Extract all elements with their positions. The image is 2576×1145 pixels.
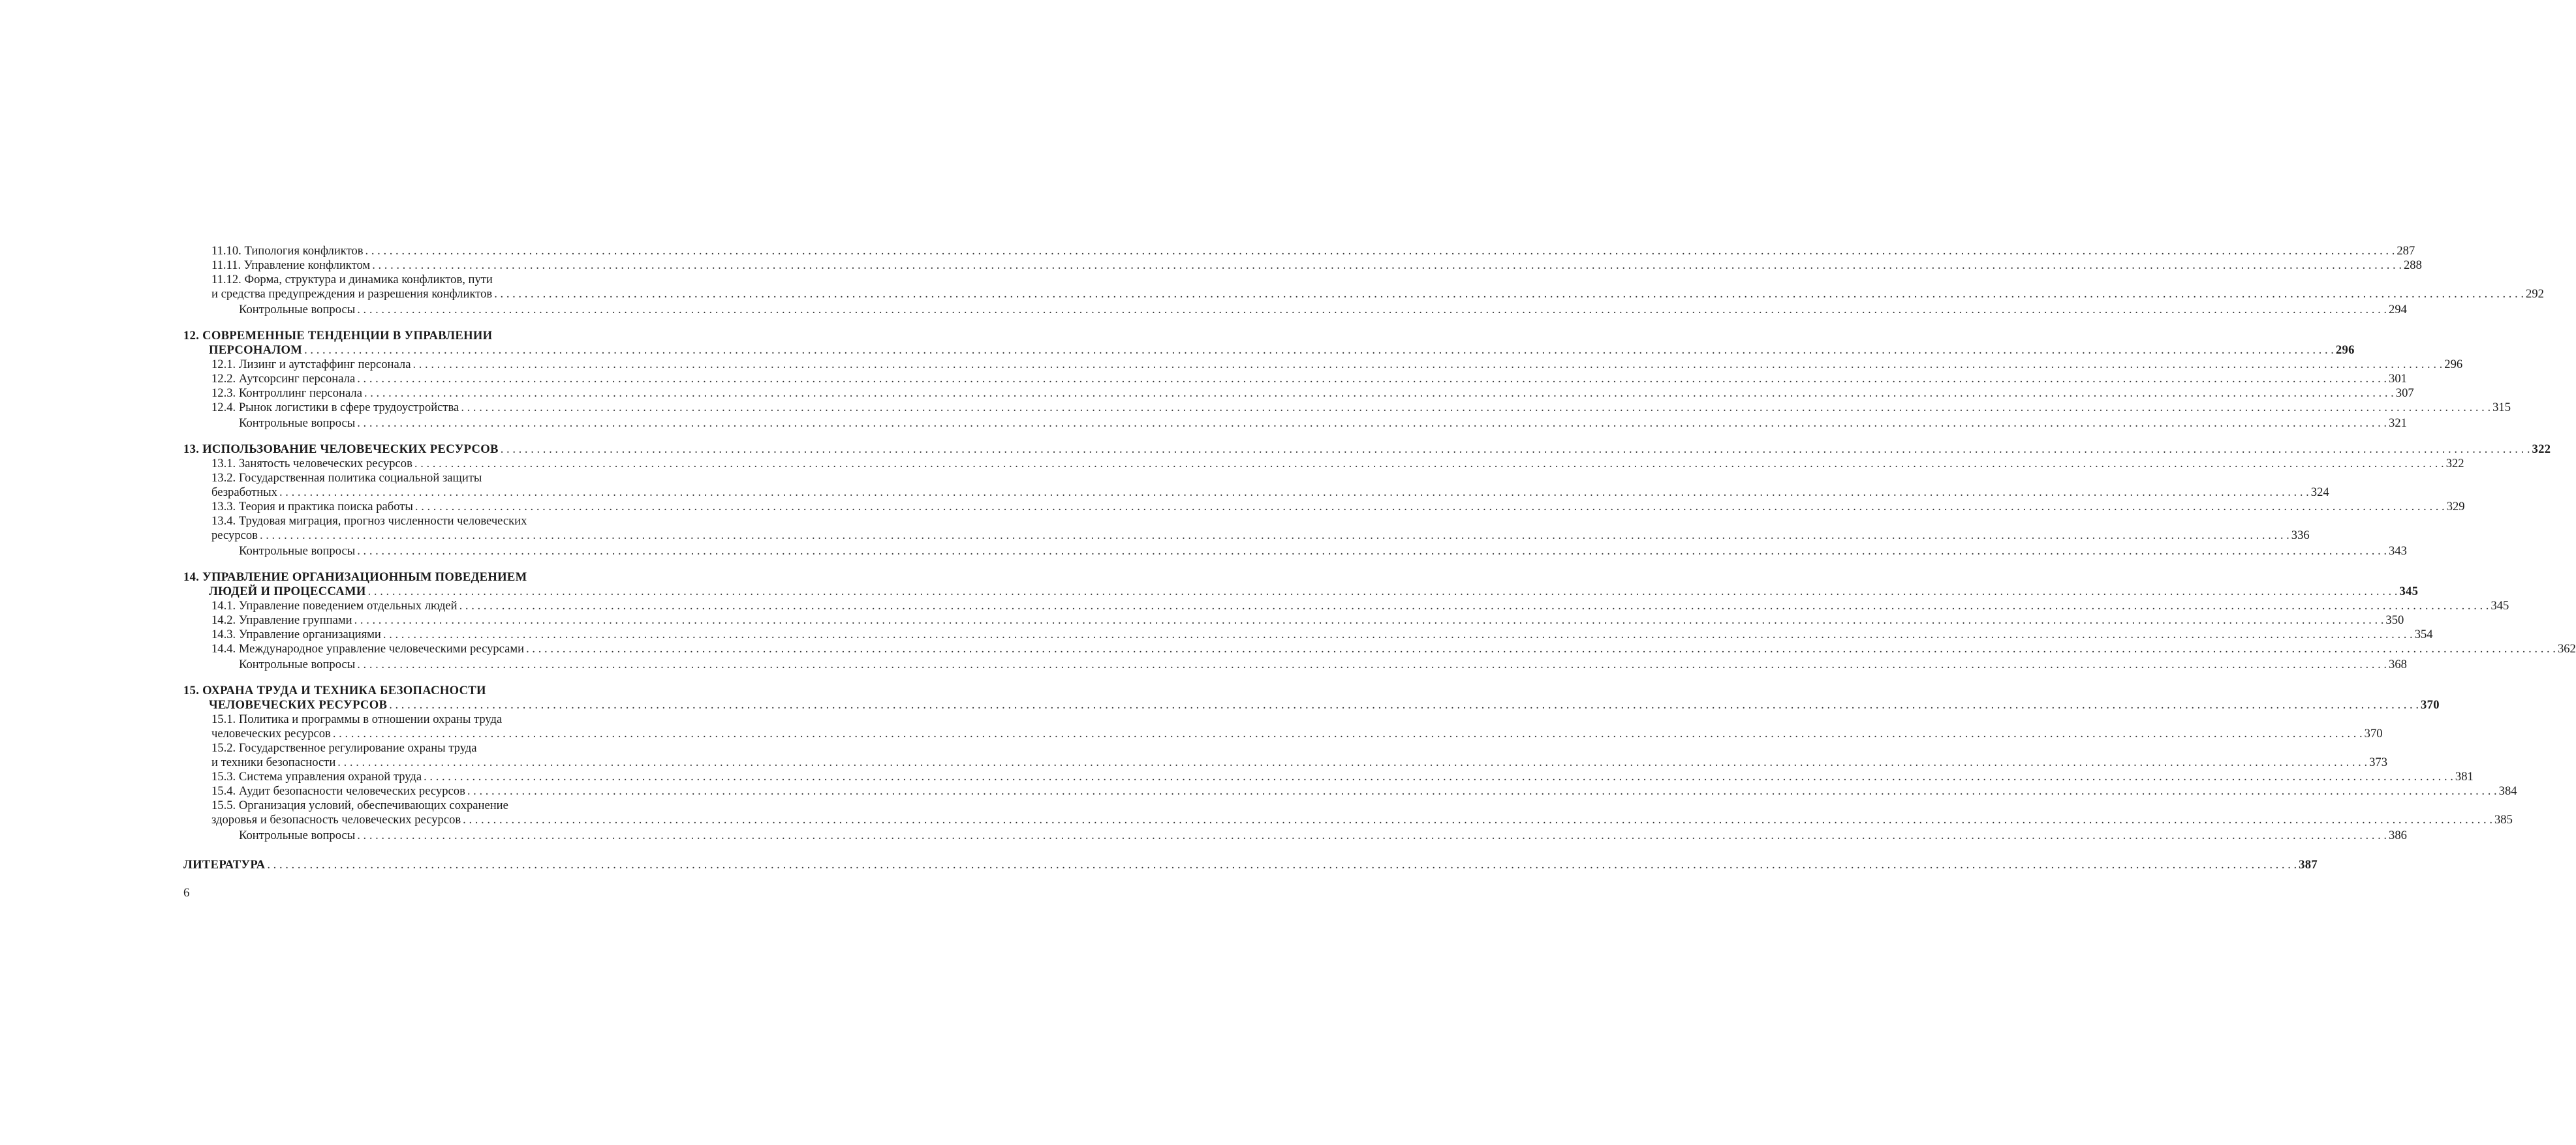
dot-leader: [389, 698, 2419, 712]
toc-entry-title: 15.4. Аудит безопасности человеческих ресурсов: [211, 784, 465, 798]
toc-entry-page: 345: [2491, 599, 2509, 613]
dot-leader: [279, 485, 2309, 500]
dot-leader: [357, 544, 2387, 558]
toc-review-questions[interactable]: [183, 658, 2407, 672]
toc-review-questions[interactable]: [183, 829, 2407, 843]
toc-entry-title: 13.3. Теория и практика поиска работы: [211, 500, 413, 513]
toc-entry-page: 384: [2498, 784, 2517, 798]
dot-leader: [368, 585, 2398, 599]
toc-entry-page: 362: [2557, 642, 2576, 656]
toc-entry-continuation[interactable]: [183, 485, 2329, 500]
toc-review-questions[interactable]: [183, 416, 2407, 431]
toc-entry-page: 368: [2389, 658, 2407, 671]
dot-leader: [357, 372, 2387, 386]
toc-entry-page: 370: [2364, 727, 2383, 740]
toc-entry-title: 13.1. Занятость человеческих ресурсов: [211, 457, 412, 470]
toc-entry[interactable]: [183, 386, 2414, 401]
toc-chapter-title: ПЕРСОНАЛОМ: [209, 343, 303, 357]
toc-entry-page: 329: [2446, 500, 2465, 513]
dot-leader: [383, 628, 2413, 642]
toc-entry-page: 287: [2397, 244, 2415, 258]
dot-leader: [354, 613, 2384, 628]
toc-entry-page: 322: [2445, 457, 2464, 470]
toc-entry-page: 373: [2369, 756, 2387, 769]
toc-entry-title: 14.1. Управление поведением отдельных людей: [211, 599, 458, 613]
toc-review-questions[interactable]: [183, 303, 2407, 317]
toc-entry-title: и средства предупреждения и разрешения конфликтов: [211, 287, 493, 301]
dot-leader: [304, 343, 2334, 358]
toc-entry-page: 296: [2335, 343, 2355, 357]
dot-leader: [357, 658, 2387, 672]
toc-entry-title: 15.1. Политика и программы в отношении охраны труда: [211, 712, 503, 726]
toc-entry-title: 12.2. Аутсорсинг персонала: [211, 372, 356, 386]
toc-entry[interactable]: [183, 599, 2509, 613]
toc-entry-title: ресурсов: [211, 528, 258, 542]
toc-entry-page: 322: [2532, 442, 2551, 456]
dot-leader: [467, 784, 2497, 799]
toc-entry[interactable]: [183, 457, 2464, 471]
toc-entry-title: 12.3. Контроллинг персонала: [211, 386, 362, 400]
toc-chapter-12[interactable]: [183, 329, 629, 343]
toc-chapter-title: ЧЕЛОВЕЧЕСКИХ РЕСУРСОВ: [209, 698, 388, 712]
dot-leader: [463, 813, 2492, 827]
dot-leader: [412, 358, 2442, 372]
toc-entry-page: 288: [2404, 258, 2422, 272]
toc-entry-title: 14.2. Управление группами: [211, 613, 352, 627]
toc-entry[interactable]: [183, 401, 2511, 415]
toc-entry[interactable]: [183, 273, 629, 287]
toc-literature[interactable]: [183, 858, 2318, 872]
toc-entry-page: 301: [2389, 372, 2407, 386]
toc-entry-title: 13.2. Государственная политика социальной защиты: [211, 471, 482, 485]
page-number: 6: [183, 886, 190, 900]
dot-leader: [357, 829, 2387, 843]
toc-entry-title: 11.10. Типология конфликтов: [211, 244, 364, 258]
toc-entry-title: 11.12. Форма, структура и динамика конфликтов, пути: [211, 273, 493, 286]
toc-chapter-continuation[interactable]: [183, 585, 2419, 599]
dot-leader: [365, 244, 2395, 258]
dot-leader: [494, 287, 2524, 301]
toc-entry-continuation[interactable]: [183, 528, 2310, 543]
toc-entry[interactable]: [183, 258, 2422, 273]
dot-leader: [461, 401, 2491, 415]
toc-entry[interactable]: [183, 770, 2474, 784]
toc-entry[interactable]: [183, 784, 2517, 799]
toc-entry[interactable]: [183, 358, 2463, 372]
toc-entry-title: 12.4. Рынок логистики в сфере трудоустройства: [211, 401, 459, 414]
toc-entry-title: 15.2. Государственное регулирование охраны труда: [211, 741, 477, 755]
toc-entry-continuation[interactable]: [183, 287, 2544, 301]
toc-entry-page: 387: [2299, 858, 2318, 872]
toc-entry-page: 345: [2399, 585, 2419, 598]
toc-entry-page: 370: [2421, 698, 2440, 712]
toc-chapter-14[interactable]: [183, 570, 629, 585]
dot-leader: [424, 770, 2453, 784]
dot-leader: [501, 442, 2530, 457]
toc-entry[interactable]: [183, 244, 2415, 258]
toc-chapter-title: ЛИТЕРАТУРА: [183, 858, 266, 872]
toc-entry[interactable]: [183, 741, 629, 756]
toc-entry-page: 294: [2389, 303, 2407, 316]
toc-entry-page: 350: [2385, 613, 2404, 627]
dot-leader: [414, 457, 2444, 471]
table-of-contents: [183, 244, 2576, 872]
toc-entry-continuation[interactable]: [183, 813, 2513, 827]
toc-entry-page: 292: [2526, 287, 2544, 301]
toc-entry[interactable]: [183, 514, 629, 528]
dot-leader: [333, 727, 2363, 741]
toc-entry[interactable]: [183, 500, 2465, 514]
toc-entry-page: 336: [2291, 528, 2310, 542]
toc-entry[interactable]: [183, 642, 2576, 656]
toc-entry[interactable]: [183, 628, 2433, 642]
dot-leader: [459, 599, 2489, 613]
toc-review-questions[interactable]: [183, 544, 2407, 558]
toc-chapter-15[interactable]: [183, 684, 629, 698]
dot-leader: [526, 642, 2556, 656]
dot-leader: [415, 500, 2445, 514]
toc-chapter-13[interactable]: [183, 442, 2551, 457]
toc-entry-title: 12.1. Лизинг и аутстаффинг персонала: [211, 358, 411, 371]
toc-entry-title: здоровья и безопасность человеческих ресурсов: [211, 813, 461, 827]
toc-entry-continuation[interactable]: [183, 727, 2383, 741]
toc-entry-page: 307: [2395, 386, 2414, 400]
toc-entry-continuation[interactable]: [183, 756, 2387, 770]
toc-entry-title: 15.3. Система управления охраной труда: [211, 770, 422, 784]
toc-entry-title: Контрольные вопросы: [239, 544, 356, 558]
toc-entry-title: 15.5. Организация условий, обеспечивающих сохранение: [211, 799, 508, 812]
toc-entry-title: 14.3. Управление организациями: [211, 628, 381, 641]
toc-chapter-title: ЛЮДЕЙ И ПРОЦЕССАМИ: [209, 585, 366, 598]
toc-entry-page: 296: [2444, 358, 2463, 371]
toc-entry[interactable]: [183, 471, 629, 485]
toc-entry-page: 354: [2414, 628, 2433, 641]
toc-entry-title: 14.4. Международное управление человеческими ресурсами: [211, 642, 525, 656]
toc-entry-page: 324: [2310, 485, 2329, 499]
toc-entry-page: 321: [2389, 416, 2407, 430]
toc-entry-title: безработных: [211, 485, 277, 499]
toc-entry-page: 381: [2455, 770, 2474, 784]
toc-entry-title: 13.4. Трудовая миграция, прогноз численности человеческих: [211, 514, 527, 528]
toc-chapter-title: 14. УПРАВЛЕНИЕ ОРГАНИЗАЦИОННЫМ ПОВЕДЕНИЕМ: [183, 570, 527, 584]
toc-entry-page: 385: [2494, 813, 2513, 827]
toc-entry-title: человеческих ресурсов: [211, 727, 331, 740]
dot-leader: [337, 756, 2367, 770]
toc-chapter-title: 15. ОХРАНА ТРУДА И ТЕХНИКА БЕЗОПАСНОСТИ: [183, 684, 486, 697]
toc-entry-title: Контрольные вопросы: [239, 829, 356, 842]
toc-entry[interactable]: [183, 799, 629, 813]
toc-entry-title: Контрольные вопросы: [239, 416, 356, 430]
dot-leader: [260, 528, 2289, 543]
toc-chapter-title: 13. ИСПОЛЬЗОВАНИЕ ЧЕЛОВЕЧЕСКИХ РЕСУРСОВ: [183, 442, 499, 456]
dot-leader: [357, 416, 2387, 431]
toc-chapter-title: 12. СОВРЕМЕННЫЕ ТЕНДЕНЦИИ В УПРАВЛЕНИИ: [183, 329, 493, 343]
toc-chapter-continuation[interactable]: [183, 698, 2440, 712]
toc-entry[interactable]: [183, 372, 2407, 386]
toc-entry-title: Контрольные вопросы: [239, 303, 356, 316]
toc-entry-page: 386: [2389, 829, 2407, 842]
toc-chapter-continuation[interactable]: [183, 343, 2355, 358]
dot-leader: [372, 258, 2402, 273]
dot-leader: [357, 303, 2387, 317]
dot-leader: [267, 858, 2297, 872]
dot-leader: [364, 386, 2394, 401]
toc-entry[interactable]: [183, 613, 2404, 628]
toc-entry-title: 11.11. Управление конфликтом: [211, 258, 371, 272]
toc-entry[interactable]: [183, 712, 629, 727]
toc-entry-page: 343: [2389, 544, 2407, 558]
toc-entry-page: 315: [2492, 401, 2511, 414]
toc-entry-title: Контрольные вопросы: [239, 658, 356, 671]
toc-entry-title: и техники безопасности: [211, 756, 336, 769]
